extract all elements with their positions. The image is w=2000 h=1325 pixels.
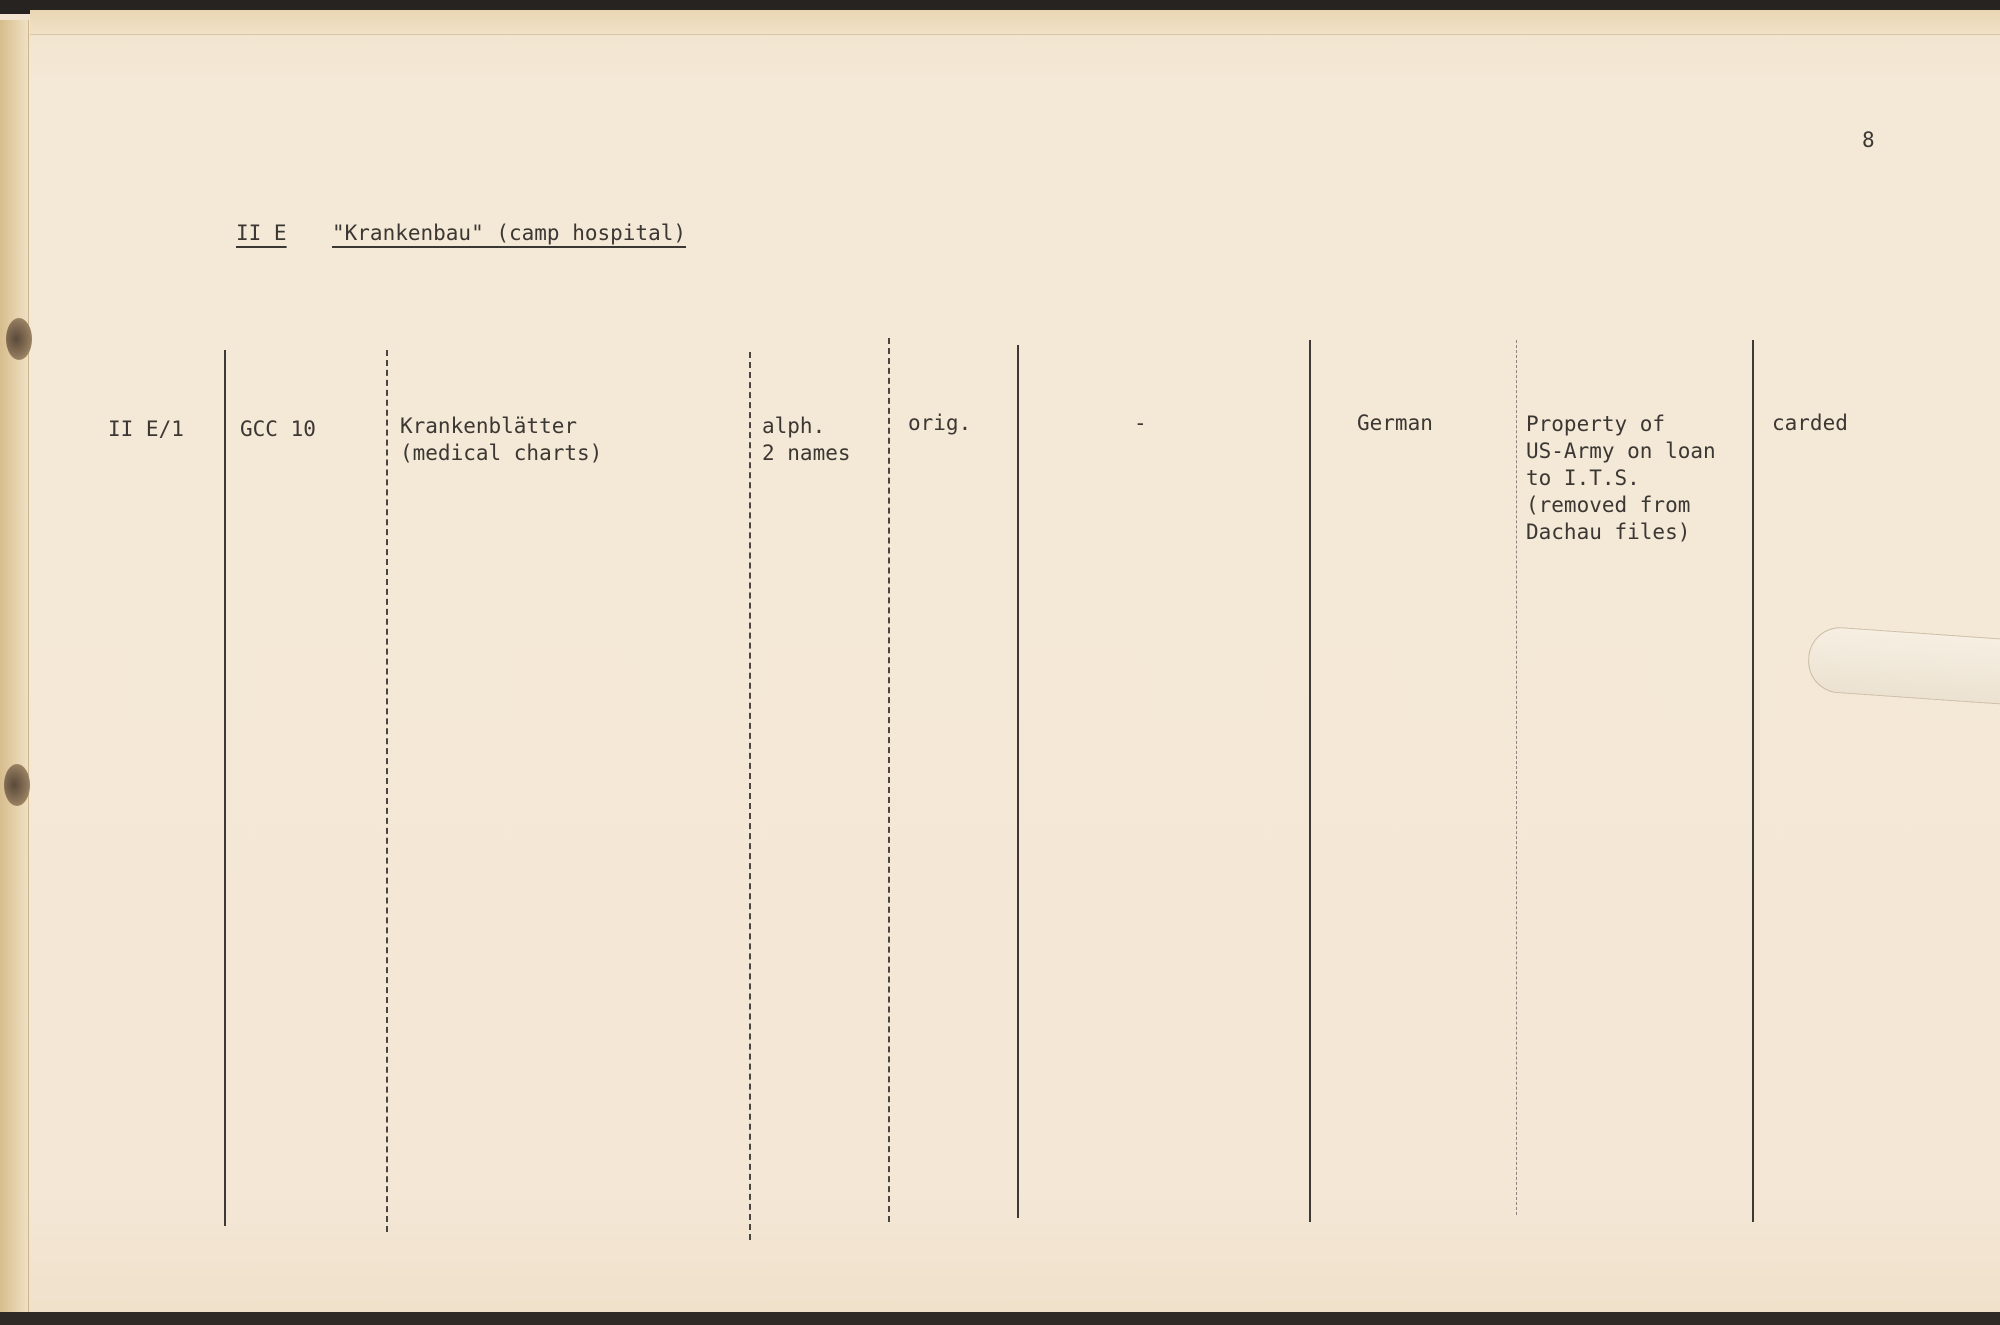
column-divider bbox=[1309, 340, 1311, 1222]
section-title: "Krankenbau" (camp hospital) bbox=[332, 221, 687, 245]
column-divider bbox=[888, 338, 890, 1222]
row-reference: II E/1 bbox=[108, 417, 184, 441]
column-divider bbox=[1516, 340, 1517, 1215]
bottom-shadow bbox=[0, 1312, 2000, 1325]
page-number: 8 bbox=[1862, 128, 1875, 152]
row-arrangement-line: 2 names bbox=[762, 441, 851, 465]
row-remarks-line: Property of bbox=[1526, 412, 1666, 436]
row-remarks-line: US-Army on loan bbox=[1526, 439, 1716, 463]
row-form: orig. bbox=[908, 411, 972, 435]
column-divider bbox=[1017, 345, 1019, 1218]
row-remarks-line: to I.T.S. bbox=[1526, 466, 1640, 490]
row-description-line: Krankenblätter bbox=[400, 414, 578, 438]
page-top-edge bbox=[30, 10, 2000, 35]
column-divider bbox=[749, 352, 751, 1240]
row-signature: GCC 10 bbox=[240, 417, 316, 441]
binding-edge bbox=[0, 20, 29, 1325]
row-arrangement-line: alph. bbox=[762, 414, 826, 438]
row-remarks-line: (removed from bbox=[1526, 493, 1691, 517]
section-code: II E bbox=[236, 221, 287, 245]
row-description-line: (medical charts) bbox=[400, 441, 603, 465]
binder-ring-hole bbox=[6, 318, 32, 360]
row-language: German bbox=[1357, 411, 1433, 435]
column-divider bbox=[224, 350, 226, 1226]
row-remarks-line: Dachau files) bbox=[1526, 520, 1691, 544]
column-divider bbox=[1752, 340, 1754, 1222]
row-period: - bbox=[1134, 411, 1147, 435]
column-divider bbox=[386, 350, 388, 1232]
binder-ring-hole bbox=[4, 764, 30, 806]
row-status: carded bbox=[1772, 411, 1848, 435]
index-tab bbox=[1806, 625, 2000, 705]
